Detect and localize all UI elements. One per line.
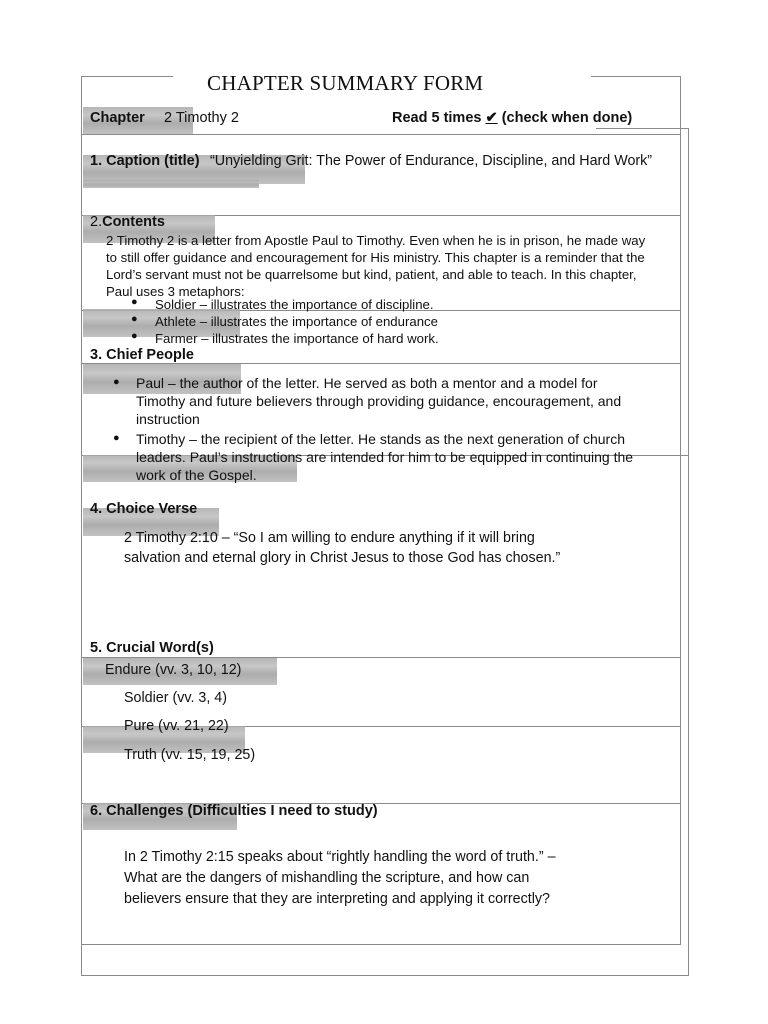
contents-line: Lord’s servant must not be quarrelsome but kind, patient, and able to teach. In this chapter, [106, 267, 637, 282]
contents-label: Contents [102, 214, 165, 230]
form-title: CHAPTER SUMMARY FORM [207, 71, 484, 95]
chief-people-heading [90, 347, 194, 363]
metaphor-item: Soldier – illustrates the importance of discipline. [155, 297, 434, 312]
crucial-words-number: 5. [90, 640, 103, 656]
challenge-line: believers ensure that they are interpreting and applying it correctly? [124, 891, 550, 907]
crucial-words-heading [90, 640, 214, 656]
chief-people-label: Chief People [106, 347, 194, 363]
person-line: Paul – the author of the letter. He served as both a mentor and a model for [136, 375, 598, 391]
person-line: Timothy and future believers through providing guidance, encouragement, and [136, 393, 622, 409]
read-label: Read 5 times [392, 110, 482, 126]
choice-verse-label: Choice Verse [106, 501, 198, 517]
read-count [392, 110, 632, 126]
bullet-icon: ● [131, 330, 138, 342]
person-line: leaders. Paul’s instructions are intended for him to be equipped in continuing the [136, 449, 634, 465]
caption-label: Caption (title) [106, 153, 200, 169]
chapter-value: 2 Timothy 2 [164, 110, 239, 126]
contents-number: 2. [90, 214, 103, 230]
verse-line: salvation and eternal glory in Christ Jesus to those God has chosen.” [124, 550, 561, 566]
crucial-word: Endure (vv. 3, 10, 12) [105, 662, 242, 678]
choice-verse-number: 4. [90, 501, 103, 517]
person-item [136, 430, 681, 484]
contents-line: to still offer guidance and encouragement for His ministry. This chapter is a reminder that the [106, 250, 645, 265]
check-icon: ✔ [485, 110, 498, 126]
challenges-label: Challenges (Difficulties I need to study) [106, 803, 378, 819]
metaphor-item: Athlete – illustrates the importance of endurance [155, 314, 438, 329]
chief-people-number: 3. [90, 347, 103, 363]
read-suffix: (check when done) [501, 110, 633, 126]
contents-line: 2 Timothy 2 is a letter from Apostle Paul to Timothy. Even when he is in prison, he made way [106, 233, 646, 248]
bullet-icon: ● [131, 313, 138, 325]
person-line: work of the Gospel. [136, 467, 257, 483]
caption-number: 1. [90, 153, 103, 169]
crucial-word: Soldier (vv. 3, 4) [124, 690, 228, 706]
verse-line: 2 Timothy 2:10 – “So I am willing to endure anything if it will bring [124, 530, 535, 546]
challenges-number: 6. [90, 803, 103, 819]
bullet-icon: ● [113, 432, 120, 444]
crucial-word: Truth (vv. 15, 19, 25) [124, 747, 256, 763]
contents-body [106, 232, 680, 300]
bullet-icon: ● [113, 376, 120, 388]
choice-verse-heading [90, 501, 197, 517]
contents-line: Paul uses 3 metaphors: [106, 284, 245, 299]
person-item [136, 374, 681, 428]
caption-heading [90, 153, 200, 169]
person-line: instruction [136, 411, 200, 427]
bullet-icon: ● [131, 296, 138, 308]
person-line: Timothy – the recipient of the letter. He stands as the next generation of church [136, 431, 625, 447]
crucial-words-label: Crucial Word(s) [106, 640, 214, 656]
crucial-word: Pure (vv. 21, 22) [124, 718, 229, 734]
challenges-text [124, 847, 556, 910]
metaphor-item: Farmer – illustrates the importance of hard work. [155, 331, 439, 346]
caption-text: “Unyielding Grit: The Power of Endurance, Discipline, and Hard Work” [210, 153, 653, 169]
challenge-line: In 2 Timothy 2:15 speaks about “rightly handling the word of truth.” – [124, 849, 556, 865]
choice-verse-text [124, 528, 615, 568]
challenges-heading [90, 803, 378, 819]
contents-heading [90, 214, 165, 230]
challenge-line: What are the dangers of mishandling the scripture, and how can [124, 870, 530, 886]
chapter-label: Chapter [90, 110, 145, 126]
